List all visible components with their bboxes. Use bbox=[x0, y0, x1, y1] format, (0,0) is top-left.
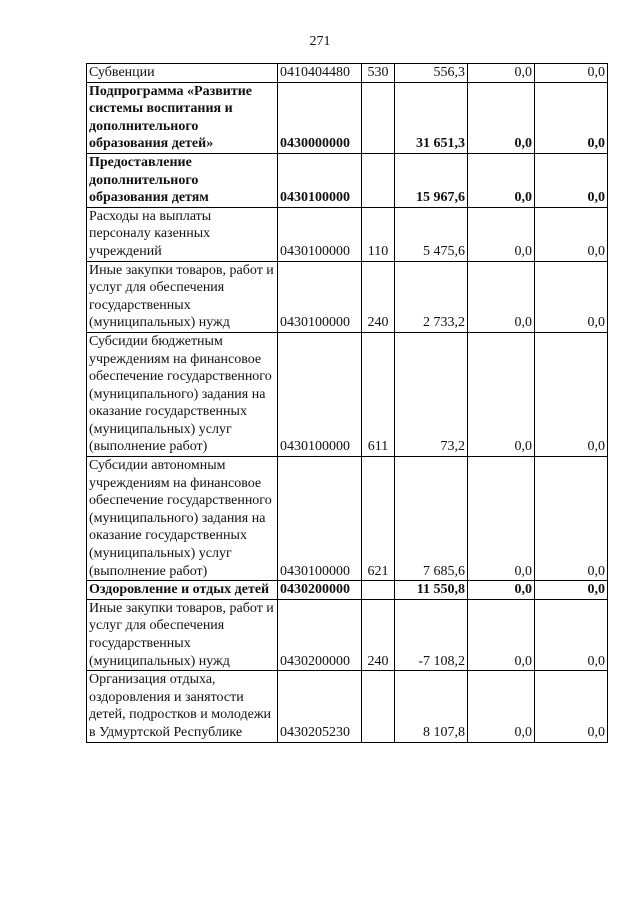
row-expense-type-cell: 621 bbox=[362, 457, 395, 581]
row-value-3-cell: 0,0 bbox=[535, 599, 608, 670]
row-value-3-cell: 0,0 bbox=[535, 581, 608, 600]
row-name-cell: Подпрограмма «Развитие системы воспитания и дополнительного образования детей» bbox=[87, 82, 278, 153]
row-value-2-cell: 0,0 bbox=[468, 457, 535, 581]
row-expense-type-cell bbox=[362, 82, 395, 153]
row-expense-type-cell: 110 bbox=[362, 207, 395, 261]
row-code-cell: 0430100000 bbox=[278, 153, 362, 207]
row-value-2-cell: 0,0 bbox=[468, 581, 535, 600]
row-value-3-cell: 0,0 bbox=[535, 82, 608, 153]
row-amount-cell: -7 108,2 bbox=[395, 599, 468, 670]
row-code-cell: 0430000000 bbox=[278, 82, 362, 153]
row-amount-cell: 8 107,8 bbox=[395, 671, 468, 742]
row-value-3-cell: 0,0 bbox=[535, 671, 608, 742]
table-row bbox=[87, 332, 608, 456]
row-value-2-cell: 0,0 bbox=[468, 332, 535, 456]
table-row bbox=[87, 457, 608, 581]
page-number: 271 bbox=[309, 34, 331, 49]
row-amount-cell: 7 685,6 bbox=[395, 457, 468, 581]
row-value-2-cell: 0,0 bbox=[468, 82, 535, 153]
row-name-cell: Субвенции bbox=[87, 64, 278, 83]
row-expense-type-cell: 240 bbox=[362, 261, 395, 332]
row-value-2-cell: 0,0 bbox=[468, 599, 535, 670]
row-name-cell: Иные закупки товаров, работ и услуг для обеспечения государственных (муниципальных) нужд bbox=[87, 261, 278, 332]
row-name-cell: Оздоровление и отдых детей bbox=[87, 581, 278, 600]
table-row bbox=[87, 261, 608, 332]
row-expense-type-cell: 530 bbox=[362, 64, 395, 83]
row-name-cell: Иные закупки товаров, работ и услуг для обеспечения государственных (муниципальных) нужд bbox=[87, 599, 278, 670]
row-code-cell: 0430100000 bbox=[278, 207, 362, 261]
row-code-cell: 0430200000 bbox=[278, 581, 362, 600]
row-code-cell: 0430200000 bbox=[278, 599, 362, 670]
row-value-2-cell: 0,0 bbox=[468, 671, 535, 742]
row-code-cell: 0430100000 bbox=[278, 261, 362, 332]
row-expense-type-cell bbox=[362, 581, 395, 600]
row-value-3-cell: 0,0 bbox=[535, 332, 608, 456]
row-expense-type-cell bbox=[362, 671, 395, 742]
row-value-2-cell: 0,0 bbox=[468, 261, 535, 332]
row-amount-cell: 2 733,2 bbox=[395, 261, 468, 332]
row-code-cell: 0430100000 bbox=[278, 457, 362, 581]
row-value-3-cell: 0,0 bbox=[535, 261, 608, 332]
row-amount-cell: 31 651,3 bbox=[395, 82, 468, 153]
row-name-cell: Субсидии автономным учреждениям на финансовое обеспечение государственного (муниципального) задания на оказание государственных (муниципальных) услуг (выполнение работ) bbox=[87, 457, 278, 581]
table-row bbox=[87, 671, 608, 742]
row-name-cell: Субсидии бюджетным учреждениям на финансовое обеспечение государственного (муниципального) задания на оказание государственных (муниципальных) услуг (выполнение работ) bbox=[87, 332, 278, 456]
row-value-3-cell: 0,0 bbox=[535, 457, 608, 581]
row-name-cell: Предоставление дополнительного образования детям bbox=[87, 153, 278, 207]
table-row bbox=[87, 207, 608, 261]
row-value-2-cell: 0,0 bbox=[468, 207, 535, 261]
row-value-2-cell: 0,0 bbox=[468, 153, 535, 207]
row-amount-cell: 73,2 bbox=[395, 332, 468, 456]
row-value-3-cell: 0,0 bbox=[535, 64, 608, 83]
row-value-3-cell: 0,0 bbox=[535, 207, 608, 261]
row-value-3-cell: 0,0 bbox=[535, 153, 608, 207]
row-amount-cell: 11 550,8 bbox=[395, 581, 468, 600]
row-code-cell: 0430100000 bbox=[278, 332, 362, 456]
row-amount-cell: 15 967,6 bbox=[395, 153, 468, 207]
row-amount-cell: 5 475,6 bbox=[395, 207, 468, 261]
table-row bbox=[87, 64, 608, 83]
table-row bbox=[87, 153, 608, 207]
row-code-cell: 0430205230 bbox=[278, 671, 362, 742]
table-row bbox=[87, 581, 608, 600]
table-row bbox=[87, 599, 608, 670]
row-expense-type-cell bbox=[362, 153, 395, 207]
row-amount-cell: 556,3 bbox=[395, 64, 468, 83]
row-expense-type-cell: 240 bbox=[362, 599, 395, 670]
row-code-cell: 0410404480 bbox=[278, 64, 362, 83]
table-body bbox=[87, 64, 608, 743]
table-row bbox=[87, 82, 608, 153]
budget-table bbox=[86, 63, 608, 743]
row-name-cell: Расходы на выплаты персоналу казенных учреждений bbox=[87, 207, 278, 261]
row-name-cell: Организация отдыха, оздоровления и занятости детей, подростков и молодежи в Удмуртской Республике bbox=[87, 671, 278, 742]
row-expense-type-cell: 611 bbox=[362, 332, 395, 456]
row-value-2-cell: 0,0 bbox=[468, 64, 535, 83]
